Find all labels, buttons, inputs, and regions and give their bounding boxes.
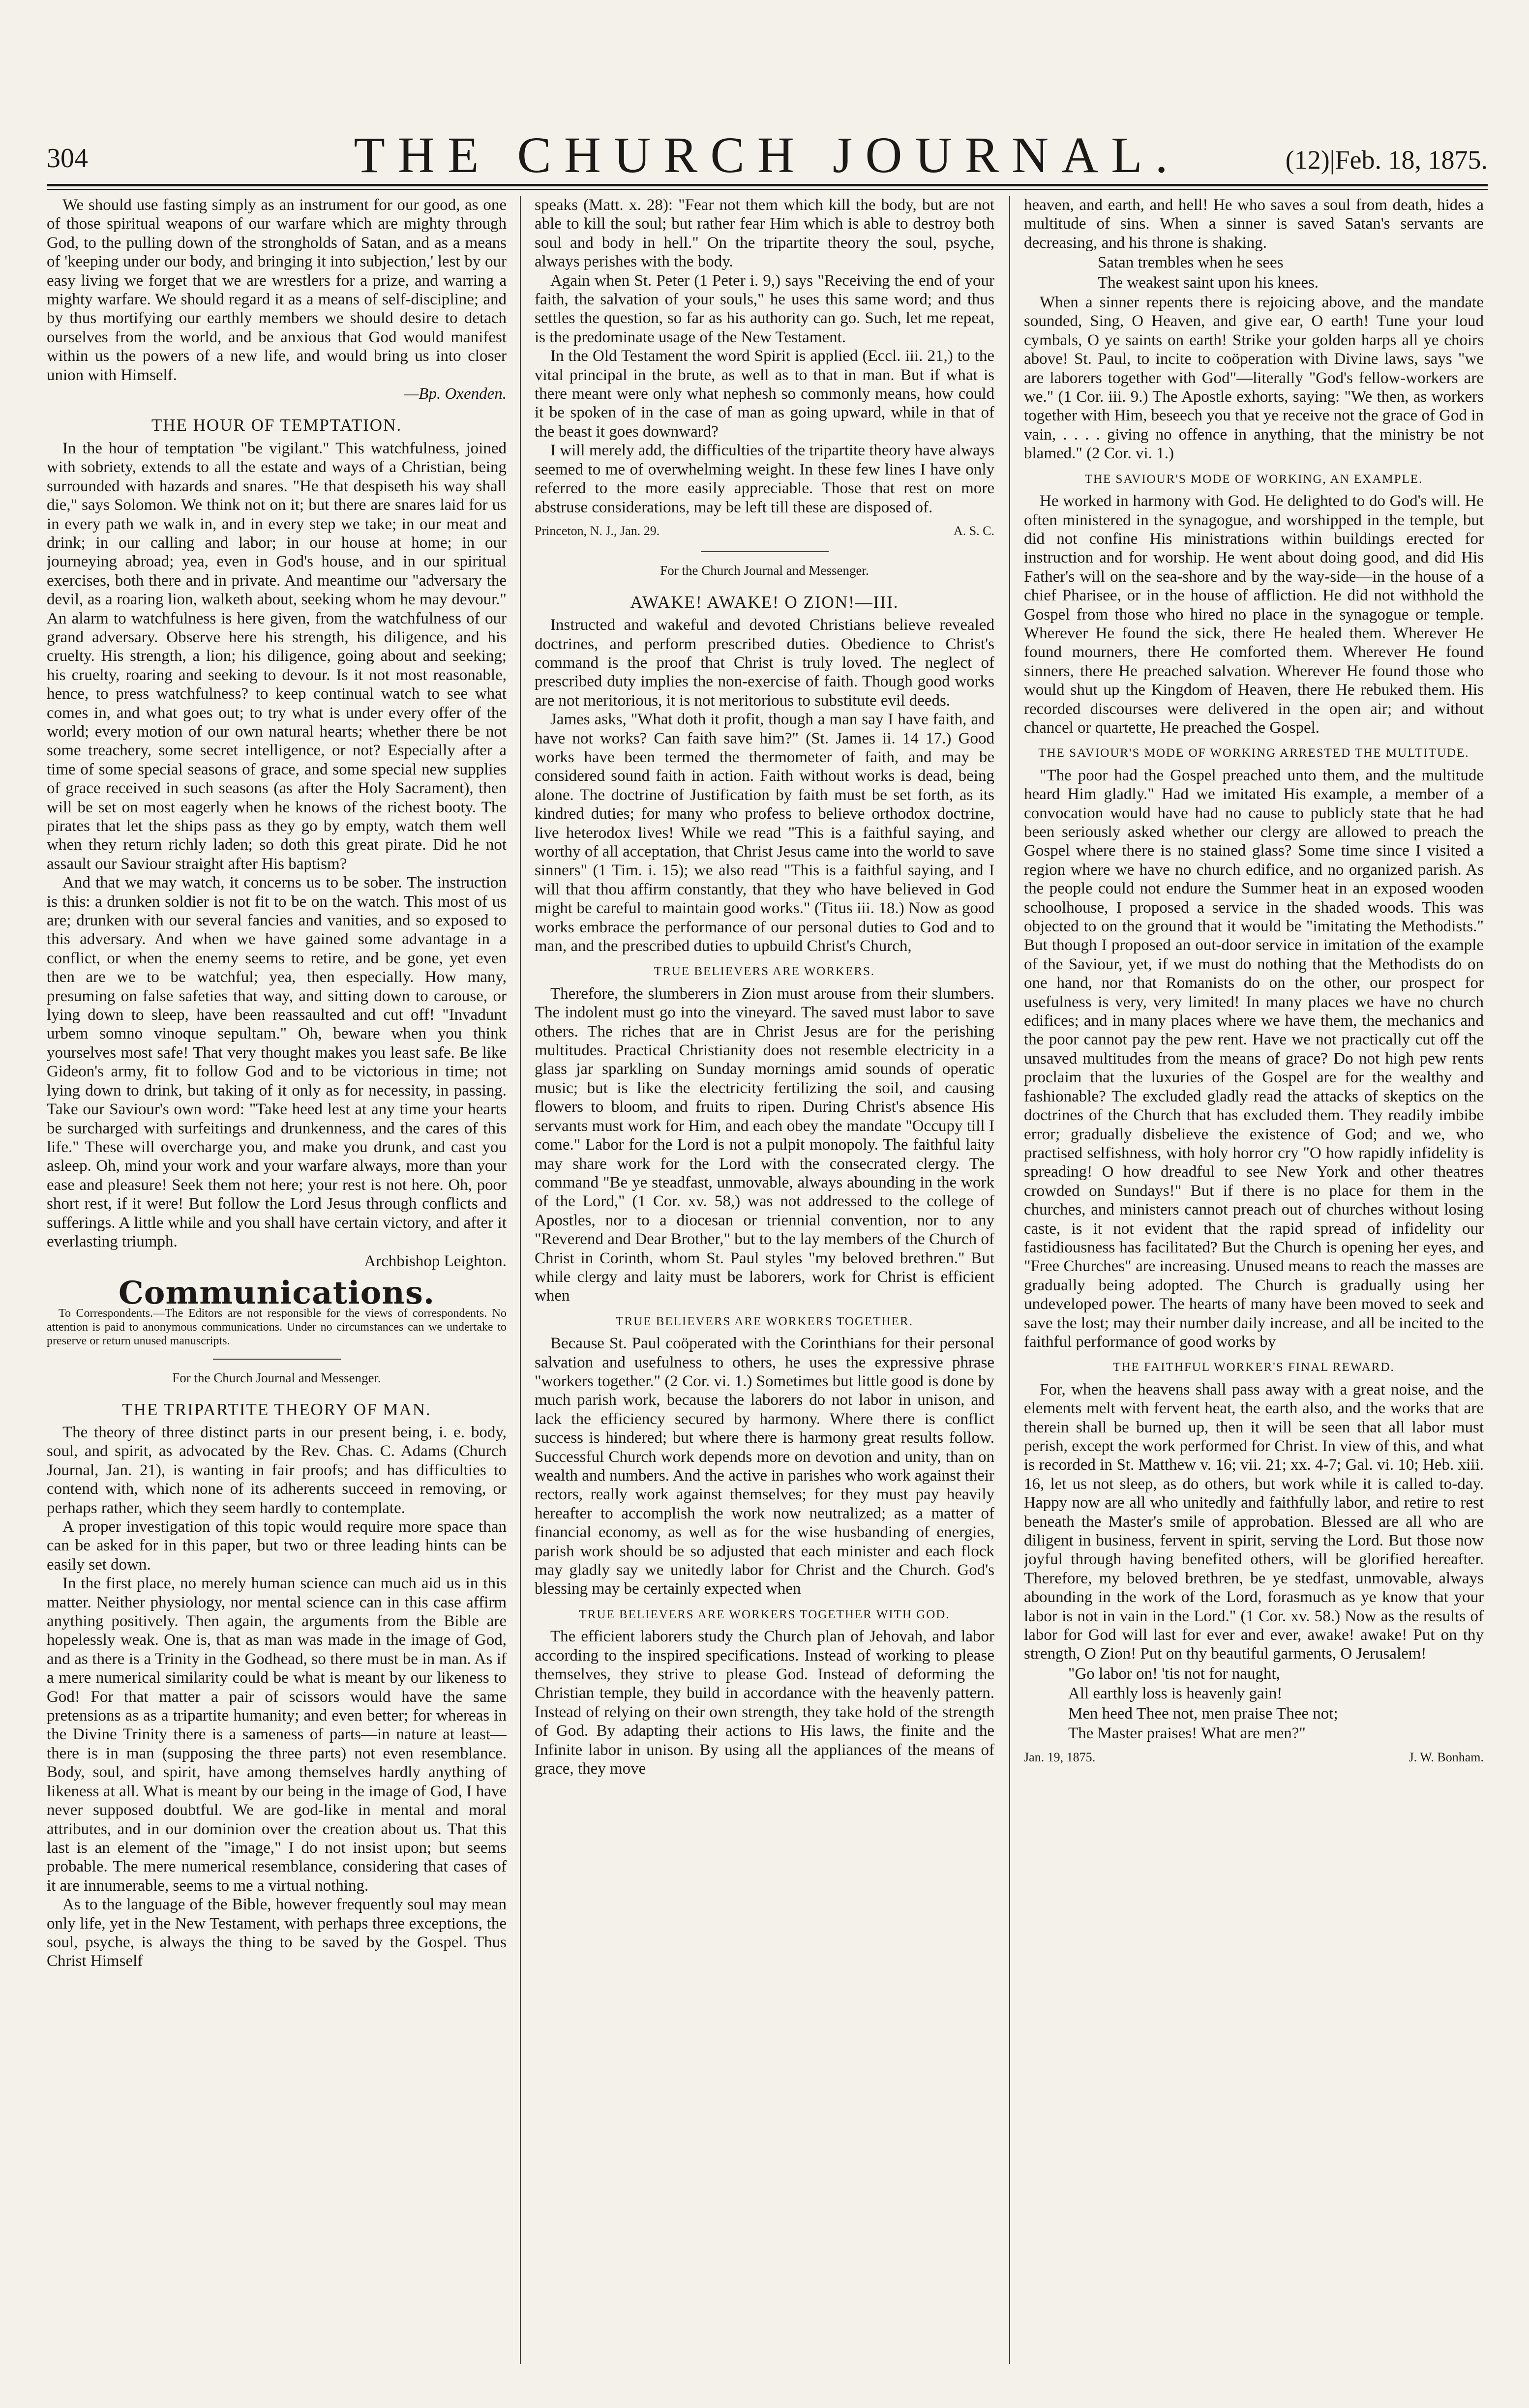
- column-1: [47, 196, 507, 2369]
- article-paragraph: In the first place, no merely human science can much aid us in this matter. Neither physiology, nor mental science can in this case affirm anything positively. Then again, the arguments from the Bible are hopelessly weak. One is, that as man was made in the image of God, and as there is a Trinity in the Godhead, so there must be in man. As if a mere numerical similarity could be what is meant by our likeness to God! For that matter a pair of scissors would have the same pretensions as as a tripartite humanity; and even better; for whereas in the Divine Trinity there is a sameness of parts—in nature at least—there is in man (supposing the three parts) not even resemblance. Body, soul, and spirit, have among themselves hardly anything of likeness at all. What is meant by our being in the image of God, I have never supposed doubtful. We are god-like in mental and moral attributes, and in our dominion over the creation about us. That this last is an element of the "image," I do not insist upon; but seems probable. The mere numerical resemblance, considering that cases of it are innumerable, seems to me a virtual nothing.: [47, 1575, 507, 1895]
- attribution: —Bp. Oxenden.: [404, 385, 507, 403]
- article-paragraph: He worked in harmony with God. He delighted to do God's will. He often ministered in the synagogue, and worshipped in the temple, but did not confine His ministrations within buildings erected for instruction and for worship. He went about doing good, and did His Father's will on the sea-shore and by the way-side—in the house of a chief Pharisee, or in the house of affliction. He did not withhold the Gospel from those who hired no place in the synagogue or temple. Wherever He found the sick, there He healed them. Wherever He found mourners, there He comforted them. Wherever He found sinners, there He preached salvation. Wherever He found those who would shut up the Kingdom of Heaven, there He rebuked them. His recorded discourses were delivered in the open air; and without chancel or quartette, He preached the Gospel.: [1024, 492, 1484, 737]
- divider: [701, 551, 829, 552]
- column-divider: [520, 196, 521, 2364]
- article-paragraph: Because St. Paul coöperated with the Corinthians for their personal salvation and usefulness to others, he uses the expressive phrase "workers together." (2 Cor. vi. 1.) Sometimes but little good is done by much parish work, because the laborers do not labor in unison, and lack the efficiency secured by harmony. Where there is conflict success is hindered; but where there is harmony great results follow. Successful Church work depends more on devotion and unity, than on wealth and numbers. And the active in parishes who work against their rectors, really work against themselves; for they must pay heavily hereafter to accomplish the work now neutralized; as a matter of financial economy, as well as for the wise husbanding of energies, parish work should be so adjusted that each minister and each flock may gladly say we unitedly labor for Christ and the Church. God's blessing may be certainly expected when: [535, 1335, 994, 1598]
- dateline: [535, 522, 994, 540]
- divider: [213, 1359, 341, 1360]
- article-paragraph: The efficient laborers study the Church plan of Jehovah, and labor according to the inspired specifications. Instead of working to please themselves, they strive to please God. Instead of deforming the Christian temple, they build in accordance with the heavenly pattern. Instead of relying on their own strength, they take hold of the strength of God. By adapting their actions to His laws, the finite and the Infinite labor in unison. By using all the appliances of the means of grace, they move: [535, 1628, 994, 1778]
- masthead: [47, 123, 1488, 182]
- signature: J. W. Bonham.: [1409, 1750, 1484, 1764]
- column-3: [1024, 196, 1484, 2369]
- article-paragraph: In the hour of temptation "be vigilant." This watchfulness, joined with sobriety, extends to all the estate and ways of a Christian, being surrounded with hazards and snares. "He that despiseth his way shall die," says Solomon. We think not on it; but there are snares laid for us in every path we walk in, and in every step we take; in our meat and drink; in our calling and labor; in our house at home; in our journeying abroad; yea, even in God's house, and in our spiritual exercises, both there and in private. And meantime our "adversary the devil, as a roaring lion, walketh about, seeking whom he may devour." An alarm to watchfulness is here given, from the watchfulness of our grand adversary. Observe here his strength, his diligence, and his cruelty. His strength, a lion; his diligence, going about and seeking; his cruelty, roaring and seeking to devour. Is it not most reasonable, hence, to press watchfulness? to keep continual watch to see what comes in, and what goes out; to try what is under every offer of the world; every motion of our own natural hearts; whether there be not some treachery, some secret intelligence, or not? Especially after a time of some special seasons of grace, and some special new supplies of grace received in such seasons (as after the Holy Sacrament), then will be set on most eagerly when he knows of the richest booty. The pirates that let the ships pass as they go by empty, watch them well when they return richly laden; so doth this great pirate. Did he not assault our Saviour straight after His baptism?: [47, 439, 507, 873]
- subheading: THE SAVIOUR'S MODE OF WORKING, AN EXAMPLE.: [1084, 472, 1423, 486]
- article-paragraph: As to the language of the Bible, however frequently soul may mean only life, yet in the New Testament, with perhaps three exceptions, the soul, psyche, is always the thing to be saved by the Gospel. Thus Christ Himself: [47, 1896, 507, 1970]
- column-2: [535, 196, 994, 2369]
- verse-line: The weakest saint upon his knees.: [1098, 273, 1319, 292]
- verse-line: Satan trembles when he sees: [1098, 254, 1284, 272]
- header-rule: [47, 184, 1488, 186]
- article-paragraph: When a sinner repents there is rejoicing above, and the mandate sounded, Sing, O Heaven, and give ear, O earth! Tune your loud cymbals, O ye saints on earth! Strike your golden harps all ye choirs above! St. Paul, to incite to coöperation with Divine laws, says "we are laborers together with God"—literally "God's fellow-workers are we." (1 Cor. iii. 9.) The Apostle exhorts, saying: "We then, as workers together with Him, beseech you that ye receive not the grace of God in vain, . . . . giving no offence in anything, that the ministry be not blamed." (2 Cor. vi. 1.): [1024, 294, 1484, 463]
- source-line: For the Church Journal and Messenger.: [660, 563, 869, 578]
- issue-date: (12)|Feb. 18, 1875.: [1285, 145, 1488, 175]
- subheading: THE FAITHFUL WORKER'S FINAL REWARD.: [1113, 1361, 1395, 1374]
- article-paragraph: Therefore, the slumberers in Zion must arouse from their slumbers. The indolent must go into the vineyard. The saved must labor to save others. The riches that are in Christ Jesus are for the perishing multitudes. Practical Christianity does not resemble electricity in a glass jar sparkling on Sunday mornings amid sounds of operatic music; but is like the electricity fertilizing the soil, and causing flowers to bloom, and fruits to ripen. During Christ's absence His servants must work for Him, and each obey the mandate "Occupy till I come." Labor for the Lord is not a pulpit monopoly. The faithful laity may share work for the Lord with the consecrated clergy. The command "Be ye steadfast, unmovable, always abounding in the work of the Lord," (1 Cor. xv. 58,) was not addressed to the college of Apostles, nor to a diocesan or triennial convention, nor to any "Reverend and Dear Brother," but to the lay members of the Church of Christ in Corinth, whom St. Paul styles "my beloved brethren." But while clergy and laity must be laborers, work for Christ is efficient when: [535, 984, 994, 1305]
- column-divider: [1009, 196, 1010, 2364]
- editorial-notice: To Correspondents.—The Editors are not responsible for the views of correspondents. No attention is paid to anonymous communications. Under no circumstances can we undertake to preserve or return unused manuscripts.: [47, 1307, 507, 1348]
- article-paragraph: The theory of three distinct parts in our present being, i. e. body, soul, and spirit, as advocated by the Rev. Chas. C. Adams (Church Journal, Jan. 21), is wanting in fair proofs; and has difficulties to contend with, which none of its adherents succeed in removing, or perhaps rather, which they seem hardly to contemplate.: [47, 1423, 507, 1517]
- place-date: Princeton, N. J., Jan. 29.: [535, 523, 660, 538]
- article-paragraph: heaven, and earth, and hell! He who saves a soul from death, hides a multitude of sins. When a sinner is saved Satan's servants are decreasing, and his throne is shaking.: [1024, 196, 1484, 252]
- article-paragraph: And that we may watch, it concerns us to be sober. The instruction is this: a drunken soldier is not fit to be on the watch. This most of us are; drunken with our several fancies and vanities, and so exposed to this adversary. And when we have gained some advantage in a conflict, or when the enemy seems to retire, and be gone, yet even then are we to be watchful; yea, then especially. How many, presuming on false safeties that way, and sitting down to carouse, or lying down to sleep, have been reassaulted and cut off! "Invadunt urbem somno vinoque sepultam." Oh, beware when you think yourselves most safe! That very thought makes you least safe. Be like Gideon's army, fit to follow God and to be victorious in time; not lying down to drink, but taking of it only as for necessity, in passing. Take our Saviour's own word: "Take heed lest at any time your hearts be surcharged with surfeitings and drunkenness, and the cares of this life." These will overcharge you, and make you drunk, and cast you asleep. Oh, mind your work and your warfare always, more than your ease and pleasure! Seek them not here; your rest is not here. Oh, poor short rest, if it were! But follow the Lord Jesus through conflicts and sufferings. A little while and you shall have certain victory, and after it everlasting triumph.: [47, 874, 507, 1250]
- subheading: TRUE BELIEVERS ARE WORKERS TOGETHER WITH GOD.: [579, 1607, 950, 1621]
- journal-title: THE CHURCH JOURNAL.: [354, 127, 1181, 183]
- subheading: TRUE BELIEVERS ARE WORKERS.: [654, 965, 875, 979]
- article-paragraph: We should use fasting simply as an instrument for our good, as one of those spiritual weapons of our warfare which are mighty through God, to the pulling down of the strongholds of Satan, and as a means of 'keeping under our body, and bringing it into subjection,' lest by our easy living we forget that we are wrestlers for a prize, and warring a mighty warfare. We should regard it as a means of self-discipline; and by thus mortifying our earthly members we should desire to detach ourselves from the world, and be anxious that God would manifest within us the powers of a new life, and would bring us into closer union with Himself.: [47, 196, 507, 384]
- article-paragraph: Again when St. Peter (1 Peter i. 9,) says "Receiving the end of your faith, the salvation of your souls," he uses this same word; and thus settles the question, so far as his authority can go. Such, let me repeat, is the predominate usage of the New Testament.: [535, 271, 994, 346]
- subheading: TRUE BELIEVERS ARE WORKERS TOGETHER.: [616, 1314, 913, 1328]
- signature: A. S. C.: [953, 523, 994, 538]
- subheading: THE SAVIOUR'S MODE OF WORKING ARRESTED THE MULTITUDE.: [1038, 746, 1469, 760]
- source-line: For the Church Journal and Messenger.: [172, 1370, 381, 1386]
- hymn-line: Men heed Thee not, men praise Thee not;: [1068, 1704, 1338, 1723]
- article-paragraph: James asks, "What doth it profit, though a man say I have faith, and have not works? Can faith save him?" (St. James ii. 14 17.) Good works have been termed the thermometer of faith, and may be considered sound faith in action. Faith without works is dead, being alone. The doctrine of Justification by faith must be set forth, as its kindred duties; for many who profess to believe orthodox doctrine, live heterodox lives! While we read "This is a faithful saying, and worthy of all acceptation, that Christ Jesus came into the world to save sinners" (1 Tim. i. 15); we also read "This is a faithful saying, and I will that thou affirm constantly, that they who have believed in God might be careful to maintain good works." (Titus iii. 18.) Now as good works embrace the performance of our personal duties to God and to man, and the prescribed duties to upbuild Christ's Church,: [535, 711, 994, 955]
- signature: Archbishop Leighton.: [364, 1252, 507, 1271]
- header-rule-thin: [47, 189, 1488, 190]
- article-paragraph: For, when the heavens shall pass away with a great noise, and the elements melt with fervent heat, the earth also, and the works that are therein shall be burned up, then it will be seen that all labor must perish, except the work performed for Christ. In view of this, and what is recorded in St. Matthew v. 16; vii. 21; xx. 4-7; Gal. vi. 10; Heb. xiii. 16, let us not sleep, as do others, but work while it is called to-day. Happy now are all who unitedly and faithfully labor, and retire to rest beneath the Master's smile of approbation. Blessed are all who are diligent in business, fervent in spirit, serving the Lord. But those now joyful through having benefited others, will be glorified hereafter. Therefore, my beloved brethren, be ye stedfast, unmovable, always abounding in the work of the Lord, forasmuch as ye know that your labor is not in vain in the Lord." (1 Cor. xv. 58.) Now as the results of labor for God will last for ever and ever, awake! awake! Put on thy strength, O Zion! Put on thy beautiful garments, O Jerusalem!: [1024, 1380, 1484, 1663]
- hymn-line: "Go labor on! 'tis not for naught,: [1068, 1665, 1280, 1683]
- page-number: 304: [47, 143, 88, 174]
- date: Jan. 19, 1875.: [1024, 1750, 1096, 1764]
- hymn-line: The Master praises! What are men?": [1068, 1724, 1306, 1743]
- article-heading: THE TRIPARTITE THEORY OF MAN.: [122, 1399, 431, 1419]
- hymn-line: All earthly loss is heavenly gain!: [1068, 1685, 1283, 1703]
- article-paragraph: speaks (Matt. x. 28): "Fear not them which kill the body, but are not able to kill the soul; but rather fear Him which is able to destroy both soul and body in hell." On the tripartite theory the soul, psyche, always perishes with the body.: [535, 196, 994, 271]
- article-heading: THE HOUR OF TEMPTATION.: [151, 416, 402, 435]
- article-heading: AWAKE! AWAKE! O ZION!—III.: [630, 592, 899, 612]
- article-paragraph: I will merely add, the difficulties of the tripartite theory have always seemed to me of overwhelming weight. In these few lines I have only referred to the more easily appreciable. Those that rest on more abstruse considerations, may be left till these are disposed of.: [535, 442, 994, 516]
- article-paragraph: A proper investigation of this topic would require more space than can be asked for in this paper, but two or three leading hints can be easily set down.: [47, 1518, 507, 1574]
- article-paragraph: "The poor had the Gospel preached unto them, and the multitude heard Him gladly." Had we imitated His example, a member of a convocation would have had no cause to publicly state that he had been seriously asked whether our clergy are allowed to preach the Gospel where there is no stained glass? Some time since I visited a region where we have no church edifice, and no organized parish. As the people could not endure the Summer heat in an exposed wooden schoolhouse, I proposed a service in the shaded woods. This was objected to on the ground that it would be "imitating the Methodists." But though I proposed an out-door service in imitation of the example of the Saviour, yet, if we must do nothing that the Methodists do on one hand, nor that Romanists do on the other, our prospect for usefulness is very, very limited! In many places we have no church edifices; and in many places where we have them, the mechanics and the poor cannot pay the pew rent. Have we not practically cut off the unsaved multitudes from the means of grace? Do not high pew rents proclaim that the luxuries of the Gospel are for the wealthy and fashionable? The excluded gladly read the attacks of skeptics on the doctrines of the Church that has excluded them. They readily imbibe error; gradually disbelieve the existence of God; and we, who practised selfishness, with holy horror cry "O how rapidly infidelity is spreading! O how dreadful to see New York and other theatres crowded on Sundays!" But if there is no place for them in the churches, and ministers cannot preach out of churches without losing caste, is it not evident that the rapid spread of infidelity our fastidiousness has facilitated? But the Church is opening her eyes, and "Free Churches" are increasing. Unused means to reach the masses are gradually being adopted. The Church is gradually using her undeveloped power. The hearts of many have been moved to seek and save the lost; may their number daily increase, and all be incited to the faithful performance of good works by: [1024, 766, 1484, 1351]
- section-title: Communications.: [118, 1274, 435, 1311]
- article-paragraph: Instructed and wakeful and devoted Christians believe revealed doctrines, and perform prescribed duties. Obedience to Christ's command is the proof that Christ is truly loved. The neglect of prescribed duty implies the non-exercise of faith. Though good works are not meritorious, it is not meritorious to substitute evil deeds.: [535, 616, 994, 710]
- article-paragraph: In the Old Testament the word Spirit is applied (Eccl. iii. 21,) to the vital principal in the brute, as well as to that in man. But if what is there meant were only what nephesh so commonly means, how could it be spoken of in the case of man as going upward, while in that of the beast it goes downward?: [535, 347, 994, 441]
- dateline: [1024, 1748, 1484, 1767]
